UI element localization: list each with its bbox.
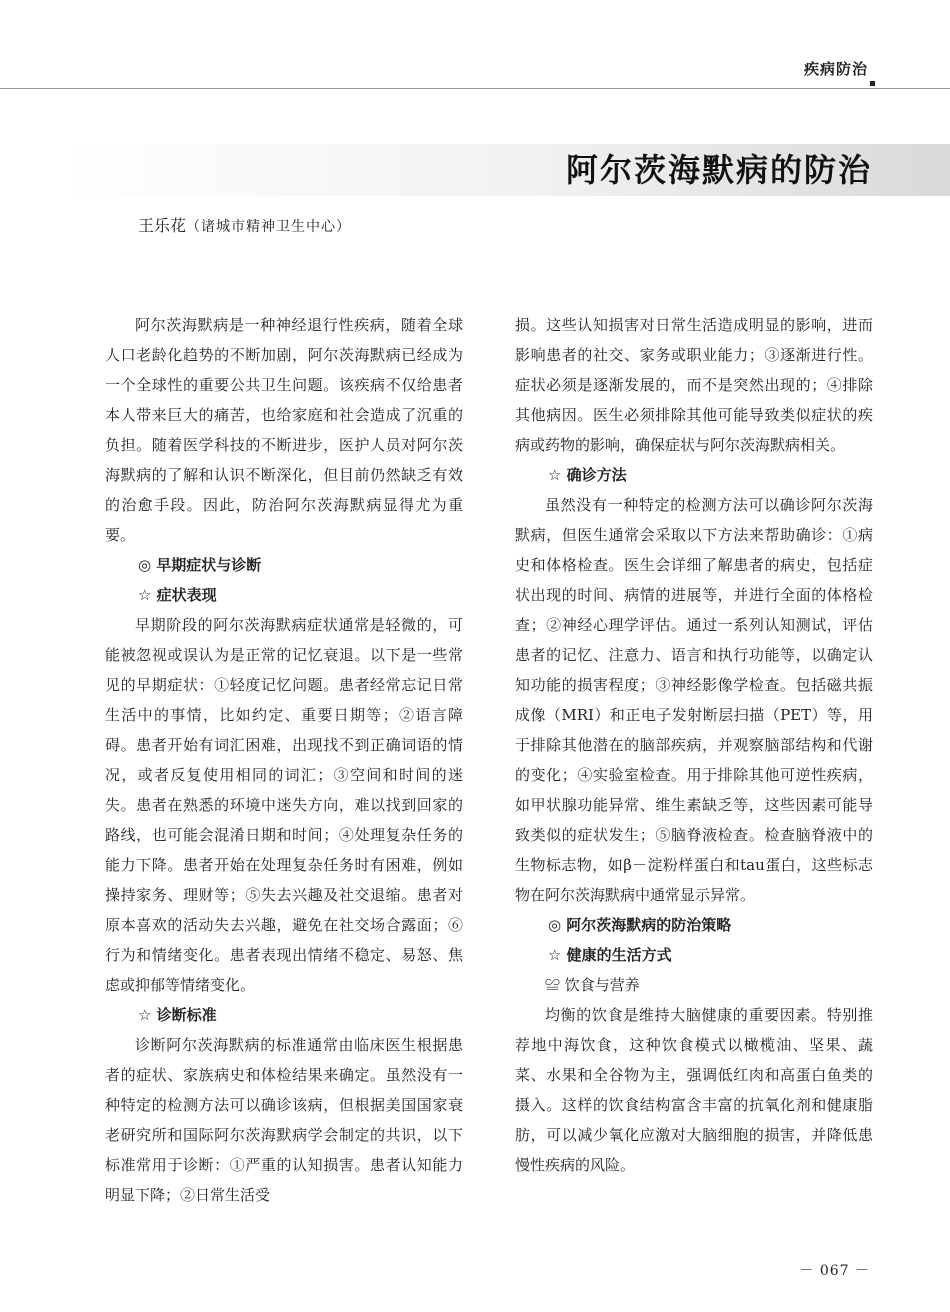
author-line bbox=[138, 213, 351, 236]
page-number: － 067 － bbox=[799, 1263, 870, 1279]
diet-paragraph: 均衡的饮食是维持大脑健康的重要因素。特别推荐地中海饮食，这种饮食模式以橄榄油、坚果、蔬菜、水果和全谷物为主，强调低红肉和高蛋白鱼类的摄入。这样的饮食结构富含丰富的抗氧化剂和健康脂肪，可以减少氧化应激对大脑细胞的损害，并降低患慢性疾病的风险。 bbox=[515, 1006, 873, 1174]
journal-section-label: 疾病防治 bbox=[803, 60, 868, 78]
header-rule bbox=[0, 88, 950, 89]
subheading-symptoms: ☆ 症状表现 bbox=[138, 586, 217, 604]
article-title: 阿尔茨海默病的防治 bbox=[565, 151, 872, 189]
subheading-diagnostic-methods: ☆ 确诊方法 bbox=[548, 466, 627, 484]
methods-paragraph: 虽然没有一种特定的检测方法可以确诊阿尔茨海默病，但医生通常会采取以下方法来帮助确诊：①病史和体格检查。医生会详细了解患者的病史，包括症状出现的时间、病情的进展等，并进行全面的体格检查；②神经心理学评估。通过一系列认知测试，评估患者的记忆、注意力、语言和执行功能等，以确定认知功能的损害程度；③神经影像学检查。包括磁共振成像（MRI）和正电子发射断层扫描（PET）等，用于排除其他潜在的脑部疾病，并观察脑部结构和代谢的变化；④实验室检查。用于排除其他可逆性疾病，如甲状腺功能异常、维生素缺乏等，这些因素可能导致类似的症状发生；⑤脑脊液检查。检查脑脊液中的生物标志物，如β－淀粉样蛋白和tau蛋白，这些标志物在阿尔茨海默病中通常显示异常。 bbox=[515, 496, 873, 904]
heading-prevention-strategy: ◎ 阿尔茨海默病的防治策略 bbox=[548, 916, 732, 934]
right-column bbox=[515, 310, 873, 1180]
author-affiliation: （诸城市精神卫生中心） bbox=[186, 219, 352, 235]
criteria-continued-paragraph: 损。这些认知损害对日常生活造成明显的影响，进而影响患者的社交、家务或职业能力；③逐渐进行性。症状必须是逐渐发展的，而不是突然出现的；④排除其他病因。医生必须排除其他可能导致类似症状的疾病或药物的影响，确保症状与阿尔茨海默病相关。 bbox=[515, 316, 873, 454]
heading-early-symptoms-diagnosis: ◎ 早期症状与诊断 bbox=[138, 556, 262, 574]
symptoms-paragraph: 早期阶段的阿尔茨海默病症状通常是轻微的，可能被忽视或误认为是正常的记忆衰退。以下是一些常见的早期症状：①轻度记忆问题。患者经常忘记日常生活中的事情，比如约定、重要日期等；②语言障碍。患者开始有词汇困难，出现找不到正确词语的情况，或者反复使用相同的词汇；③空间和时间的迷失。患者在熟悉的环境中迷失方向，难以找到回家的路线，也可能会混淆日期和时间；④处理复杂任务的能力下降。患者开始在处理复杂任务时有困难，例如操持家务、理财等；⑤失去兴趣及社交退缩。患者对原本喜欢的活动失去兴趣，避免在社交场合露面；⑥行为和情绪变化。患者表现出情绪不稳定、易怒、焦虑或抑郁等情绪变化。 bbox=[105, 616, 463, 994]
author-name: 王乐花 bbox=[138, 216, 187, 235]
left-column bbox=[105, 310, 463, 1210]
section-marker-square bbox=[870, 81, 875, 86]
subheading-diet-nutrition: ≌ 饮食与营养 bbox=[545, 976, 640, 994]
subheading-healthy-lifestyle: ☆ 健康的生活方式 bbox=[548, 946, 672, 964]
criteria-paragraph: 诊断阿尔茨海默病的标准通常由临床医生根据患者的症状、家族病史和体检结果来确定。虽然没有一种特定的检测方法可以确诊该病，但根据美国国家衰老研究所和国际阿尔茨海默病学会制定的共识，以下标准常用于诊断：①严重的认知损害。患者认知能力明显下降；②日常生活受 bbox=[105, 1036, 463, 1204]
subheading-diagnostic-criteria: ☆ 诊断标准 bbox=[138, 1006, 217, 1024]
intro-paragraph: 阿尔茨海默病是一种神经退行性疾病，随着全球人口老龄化趋势的不断加剧，阿尔茨海默病已经成为一个全球性的重要公共卫生问题。该疾病不仅给患者本人带来巨大的痛苦，也给家庭和社会造成了沉重的负担。随着医学科技的不断进步，医护人员对阿尔茨海默病的了解和认识不断深化，但目前仍然缺乏有效的治愈手段。因此，防治阿尔茨海默病显得尤为重要。 bbox=[105, 316, 463, 544]
